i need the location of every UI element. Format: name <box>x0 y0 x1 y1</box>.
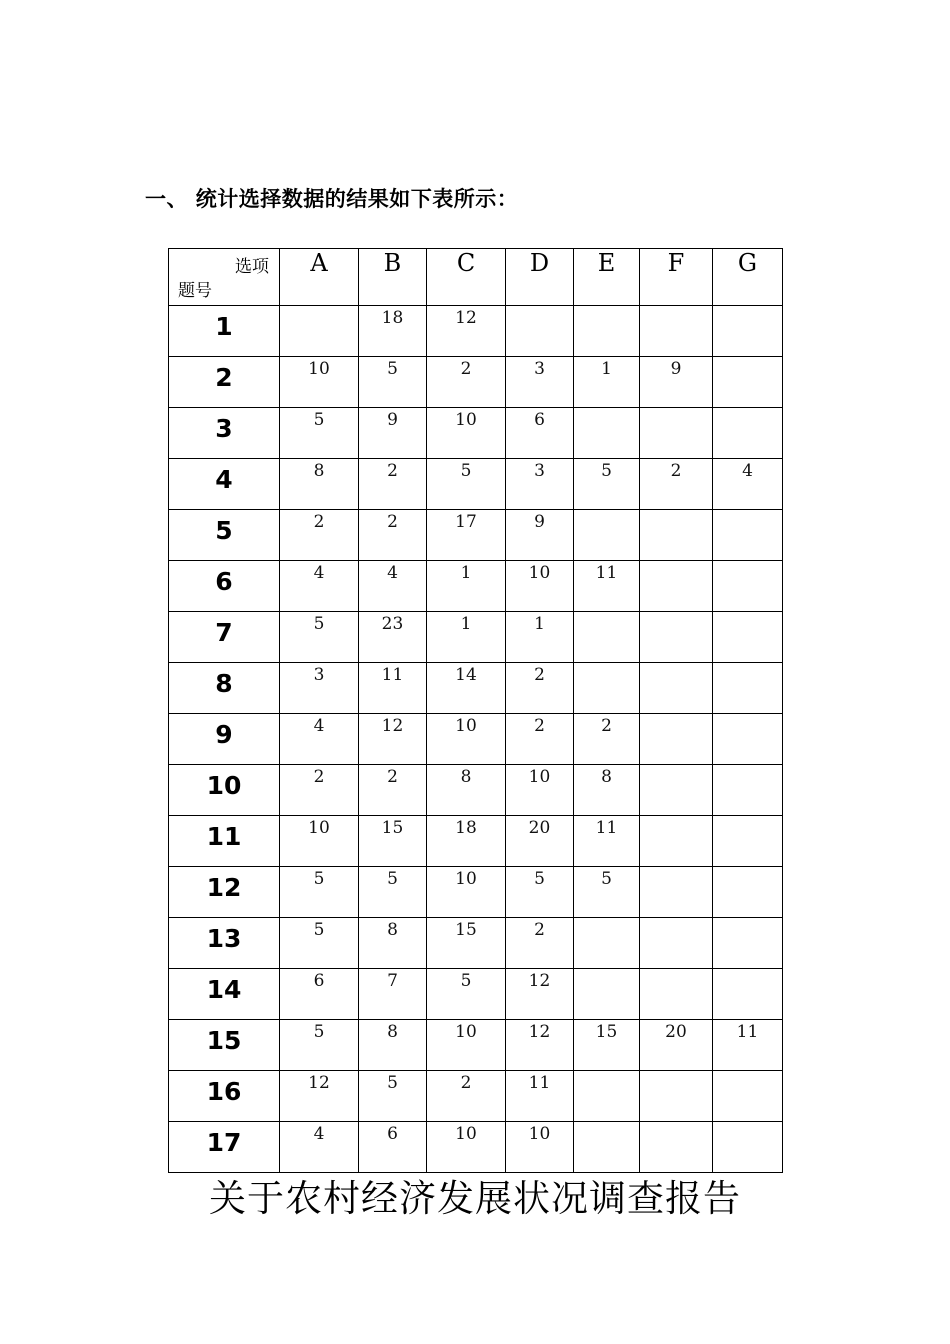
question-number: 11 <box>206 822 242 851</box>
table-row <box>169 1020 783 1071</box>
count-cell <box>574 459 640 510</box>
question-number-cell <box>169 969 280 1020</box>
count-cell <box>427 306 506 357</box>
count-cell <box>359 918 427 969</box>
count-value: 9 <box>534 512 545 532</box>
question-number: 5 <box>215 516 233 545</box>
question-number-cell <box>169 816 280 867</box>
count-cell <box>640 765 713 816</box>
count-value: 5 <box>460 461 472 481</box>
count-cell <box>280 612 359 663</box>
count-cell <box>574 918 640 969</box>
count-cell <box>640 714 713 765</box>
count-value: 12 <box>308 1073 330 1093</box>
count-cell <box>359 357 427 408</box>
count-cell <box>506 510 574 561</box>
count-cell <box>713 612 783 663</box>
count-value: 2 <box>387 512 398 532</box>
count-cell <box>640 612 713 663</box>
question-number-cell <box>169 867 280 918</box>
question-number-cell <box>169 510 280 561</box>
count-value: 2 <box>387 767 398 787</box>
count-cell <box>574 663 640 714</box>
count-cell <box>359 867 427 918</box>
count-value: 10 <box>528 1124 551 1144</box>
count-cell <box>640 459 713 510</box>
count-value: 23 <box>381 614 404 634</box>
count-cell <box>427 816 506 867</box>
count-value: 8 <box>460 767 472 787</box>
count-value: 6 <box>387 1124 398 1144</box>
table-row <box>169 1071 783 1122</box>
count-cell <box>359 306 427 357</box>
count-cell <box>280 459 359 510</box>
question-number: 8 <box>215 669 233 698</box>
question-number: 1 <box>215 312 233 341</box>
count-cell <box>640 1020 713 1071</box>
count-cell <box>280 357 359 408</box>
count-cell <box>427 459 506 510</box>
count-cell <box>506 765 574 816</box>
count-cell <box>280 663 359 714</box>
count-value: 3 <box>313 665 325 685</box>
count-value: 5 <box>601 461 612 481</box>
report-title: 关于农村经济发展状况调查报告 <box>209 1177 741 1220</box>
question-number-cell <box>169 1122 280 1173</box>
count-value: 11 <box>381 665 404 685</box>
count-cell <box>574 867 640 918</box>
count-value: 5 <box>313 920 325 940</box>
count-cell <box>280 306 359 357</box>
count-value: 10 <box>455 1022 477 1042</box>
statistics-table <box>168 248 783 1173</box>
count-value: 8 <box>601 767 612 787</box>
count-value: 10 <box>308 359 330 379</box>
count-cell <box>640 510 713 561</box>
count-cell <box>713 1071 783 1122</box>
count-cell <box>713 816 783 867</box>
count-value: 5 <box>387 1073 398 1093</box>
table-row <box>169 612 783 663</box>
count-cell <box>280 1071 359 1122</box>
count-value: 11 <box>736 1022 759 1042</box>
count-value: 2 <box>534 665 545 685</box>
count-value: 2 <box>670 461 682 481</box>
count-cell <box>713 1020 783 1071</box>
count-cell <box>280 969 359 1020</box>
question-number-cell <box>169 561 280 612</box>
count-value: 1 <box>601 359 612 379</box>
count-value: 5 <box>534 869 545 889</box>
count-value: 6 <box>534 410 545 430</box>
count-cell <box>574 816 640 867</box>
question-number-cell <box>169 663 280 714</box>
count-cell <box>713 663 783 714</box>
count-cell <box>427 1122 506 1173</box>
count-cell <box>506 867 574 918</box>
count-cell <box>280 816 359 867</box>
count-value: 2 <box>313 767 325 787</box>
count-cell <box>506 1071 574 1122</box>
count-cell <box>640 1122 713 1173</box>
count-cell <box>427 612 506 663</box>
count-cell <box>713 918 783 969</box>
count-value: 5 <box>313 869 325 889</box>
column-header-g: G <box>713 249 783 306</box>
count-cell <box>713 306 783 357</box>
count-cell <box>359 510 427 561</box>
count-value: 4 <box>313 563 325 583</box>
count-cell <box>280 1020 359 1071</box>
count-cell <box>280 1122 359 1173</box>
count-cell <box>506 459 574 510</box>
question-number-cell <box>169 918 280 969</box>
count-cell <box>574 561 640 612</box>
count-value: 20 <box>665 1022 687 1042</box>
count-value: 18 <box>381 308 404 328</box>
section-heading: 一、 统计选择数据的结果如下表所示： <box>145 187 519 211</box>
count-cell <box>427 867 506 918</box>
question-number: 10 <box>206 771 242 800</box>
count-cell <box>640 1071 713 1122</box>
count-cell <box>713 561 783 612</box>
count-cell <box>359 1122 427 1173</box>
question-number: 7 <box>215 618 233 647</box>
count-cell <box>506 612 574 663</box>
table-row <box>169 765 783 816</box>
table-row <box>169 408 783 459</box>
count-cell <box>713 765 783 816</box>
question-number-cell <box>169 357 280 408</box>
count-value: 10 <box>455 410 477 430</box>
count-value: 10 <box>528 563 551 583</box>
count-value: 5 <box>313 1022 325 1042</box>
count-cell <box>713 510 783 561</box>
count-value: 1 <box>534 614 545 634</box>
count-value: 10 <box>528 767 551 787</box>
column-header-b: B <box>359 249 427 306</box>
count-value: 14 <box>455 665 477 685</box>
count-cell <box>574 1122 640 1173</box>
count-cell <box>506 561 574 612</box>
table-row <box>169 459 783 510</box>
count-cell <box>427 1020 506 1071</box>
count-cell <box>640 816 713 867</box>
table-row <box>169 561 783 612</box>
count-cell <box>359 663 427 714</box>
count-value: 4 <box>742 461 753 481</box>
count-cell <box>640 867 713 918</box>
table-row <box>169 714 783 765</box>
question-number: 4 <box>215 465 233 494</box>
question-number: 13 <box>206 924 242 953</box>
corner-header-cell <box>169 249 280 306</box>
options-label: 选项 <box>235 257 269 277</box>
question-number-cell <box>169 765 280 816</box>
count-value: 10 <box>308 818 330 838</box>
table-row <box>169 306 783 357</box>
count-value: 12 <box>528 1022 551 1042</box>
count-value: 2 <box>601 716 612 736</box>
column-header-f: F <box>640 249 713 306</box>
count-cell <box>574 357 640 408</box>
question-number-label: 题号 <box>178 281 212 301</box>
count-value: 15 <box>455 920 477 940</box>
count-cell <box>506 816 574 867</box>
question-number-cell <box>169 306 280 357</box>
count-cell <box>574 1071 640 1122</box>
count-cell <box>574 510 640 561</box>
count-value: 4 <box>387 563 398 583</box>
column-header-a: A <box>280 249 359 306</box>
count-cell <box>427 663 506 714</box>
count-value: 9 <box>387 410 398 430</box>
count-value: 12 <box>528 971 551 991</box>
count-value: 12 <box>455 308 477 328</box>
count-cell <box>427 357 506 408</box>
table-row <box>169 1122 783 1173</box>
question-number-cell <box>169 612 280 663</box>
count-value: 4 <box>313 1124 325 1144</box>
count-cell <box>427 918 506 969</box>
question-number: 14 <box>206 975 242 1004</box>
count-cell <box>280 765 359 816</box>
count-value: 8 <box>387 920 398 940</box>
count-value: 1 <box>460 614 472 634</box>
table-row <box>169 816 783 867</box>
count-value: 8 <box>387 1022 398 1042</box>
question-number: 2 <box>215 363 233 392</box>
count-cell <box>640 408 713 459</box>
count-value: 5 <box>313 614 325 634</box>
count-cell <box>427 510 506 561</box>
count-cell <box>359 1071 427 1122</box>
column-header-c: C <box>427 249 506 306</box>
question-number-cell <box>169 1020 280 1071</box>
count-cell <box>713 408 783 459</box>
count-value: 2 <box>534 716 545 736</box>
count-cell <box>640 918 713 969</box>
count-cell <box>506 306 574 357</box>
count-value: 10 <box>455 869 477 889</box>
count-cell <box>359 561 427 612</box>
count-cell <box>427 561 506 612</box>
count-cell <box>506 663 574 714</box>
count-value: 4 <box>313 716 325 736</box>
count-cell <box>640 306 713 357</box>
count-cell <box>359 816 427 867</box>
count-cell <box>506 1020 574 1071</box>
count-value: 8 <box>313 461 325 481</box>
count-cell <box>280 561 359 612</box>
count-cell <box>713 867 783 918</box>
count-cell <box>506 408 574 459</box>
count-value: 10 <box>455 1124 477 1144</box>
question-number: 3 <box>215 414 233 443</box>
count-cell <box>640 663 713 714</box>
question-number: 6 <box>215 567 233 596</box>
count-value: 2 <box>460 359 472 379</box>
count-cell <box>640 561 713 612</box>
question-number: 9 <box>215 720 233 749</box>
count-value: 12 <box>381 716 404 736</box>
count-value: 2 <box>387 461 398 481</box>
column-header-d: D <box>506 249 574 306</box>
count-cell <box>640 969 713 1020</box>
count-cell <box>574 714 640 765</box>
count-value: 3 <box>534 359 545 379</box>
count-cell <box>359 1020 427 1071</box>
count-cell <box>427 714 506 765</box>
count-cell <box>574 408 640 459</box>
count-cell <box>713 459 783 510</box>
column-header-e: E <box>574 249 640 306</box>
question-number-cell <box>169 714 280 765</box>
count-value: 2 <box>313 512 325 532</box>
count-value: 15 <box>381 818 404 838</box>
question-number-cell <box>169 459 280 510</box>
count-cell <box>574 969 640 1020</box>
question-number-cell <box>169 1071 280 1122</box>
count-value: 9 <box>670 359 682 379</box>
count-cell <box>506 714 574 765</box>
table-row <box>169 867 783 918</box>
table-header-row <box>169 249 783 306</box>
count-cell <box>359 459 427 510</box>
count-value: 11 <box>595 818 618 838</box>
count-cell <box>427 1071 506 1122</box>
count-cell <box>506 1122 574 1173</box>
count-value: 6 <box>313 971 325 991</box>
count-value: 10 <box>455 716 477 736</box>
table-row <box>169 357 783 408</box>
count-cell <box>713 969 783 1020</box>
count-cell <box>713 357 783 408</box>
count-value: 11 <box>528 1073 551 1093</box>
question-number: 15 <box>206 1026 242 1055</box>
count-value: 15 <box>595 1022 618 1042</box>
question-number: 12 <box>206 873 242 902</box>
count-value: 18 <box>455 818 477 838</box>
count-value: 20 <box>528 818 551 838</box>
question-number: 16 <box>206 1077 242 1106</box>
count-cell <box>359 714 427 765</box>
count-value: 5 <box>601 869 612 889</box>
count-cell <box>280 408 359 459</box>
count-cell <box>640 357 713 408</box>
count-cell <box>506 969 574 1020</box>
count-value: 7 <box>387 971 398 991</box>
table-row <box>169 510 783 561</box>
count-cell <box>280 714 359 765</box>
question-number: 17 <box>206 1128 242 1157</box>
question-number-cell <box>169 408 280 459</box>
count-value: 5 <box>387 359 398 379</box>
count-cell <box>506 918 574 969</box>
count-cell <box>280 510 359 561</box>
count-value: 5 <box>313 410 325 430</box>
count-cell <box>359 612 427 663</box>
count-cell <box>713 714 783 765</box>
count-cell <box>427 969 506 1020</box>
count-cell <box>359 408 427 459</box>
count-cell <box>359 765 427 816</box>
count-value: 11 <box>595 563 618 583</box>
count-value: 3 <box>534 461 545 481</box>
table-row <box>169 663 783 714</box>
count-cell <box>280 918 359 969</box>
count-cell <box>574 306 640 357</box>
count-cell <box>506 357 574 408</box>
count-cell <box>427 765 506 816</box>
table-body <box>169 306 783 1173</box>
count-cell <box>359 969 427 1020</box>
count-value: 2 <box>460 1073 472 1093</box>
count-value: 2 <box>534 920 545 940</box>
table-row <box>169 918 783 969</box>
count-value: 5 <box>387 869 398 889</box>
count-value: 17 <box>455 512 477 532</box>
count-cell <box>574 1020 640 1071</box>
count-cell <box>574 765 640 816</box>
count-cell <box>713 1122 783 1173</box>
count-cell <box>574 612 640 663</box>
count-value: 5 <box>460 971 472 991</box>
table-row <box>169 969 783 1020</box>
count-value: 1 <box>460 563 472 583</box>
count-cell <box>427 408 506 459</box>
count-cell <box>280 867 359 918</box>
